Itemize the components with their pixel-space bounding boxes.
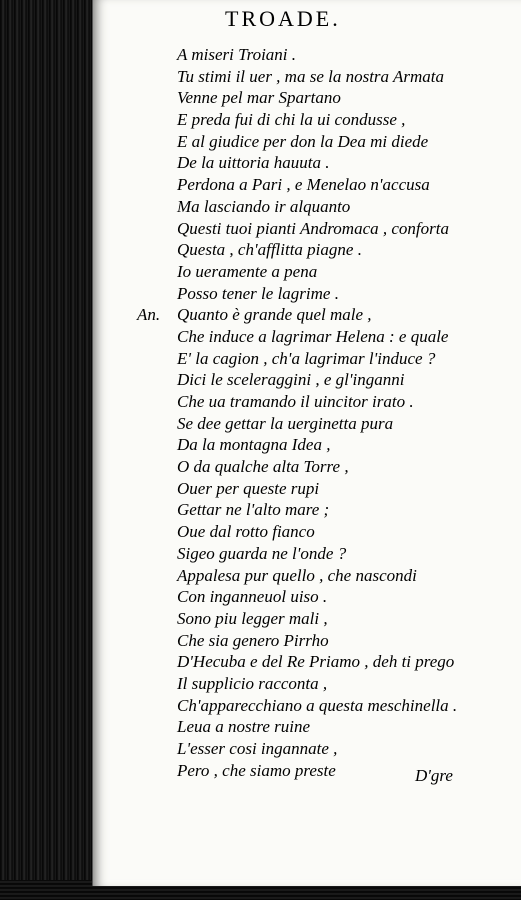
verse-line: Da la montagna Idea , bbox=[177, 435, 331, 455]
verse-line-text: Quanto è grande quel male , bbox=[177, 305, 372, 325]
verse-line: Ouer per queste rupi bbox=[177, 478, 320, 498]
verse-line: Che sia genero Pirrho bbox=[177, 630, 329, 650]
verse-line: A miseri Troiani . bbox=[177, 45, 297, 64]
verse-line: Posso tener le lagrime . bbox=[177, 283, 339, 303]
running-head: TROADE. bbox=[225, 6, 341, 31]
verse-line: D'Hecuba e del Re Priamo , deh ti prego bbox=[177, 652, 455, 672]
verse-text bbox=[137, 44, 458, 781]
verse-line: Ma lasciando ir alquanto bbox=[177, 196, 351, 216]
verse-line: E preda fui di chi la ui condusse , bbox=[177, 110, 406, 130]
book-page bbox=[92, 0, 521, 886]
verse-line: Perdona a Pari , e Menelao n'accusa bbox=[177, 175, 430, 195]
verse-line: Sigeo guarda ne l'onde ? bbox=[177, 543, 347, 563]
verse-line: Tu stimi il uer , ma se la nostra Armata bbox=[177, 66, 444, 86]
verse-line: Questi tuoi pianti Andromaca , conforta bbox=[177, 218, 449, 238]
verse-line: Ch'apparecchiano a questa meschinella . bbox=[177, 695, 458, 715]
book-gutter bbox=[0, 0, 98, 900]
verse-line-with-speaker bbox=[137, 304, 457, 326]
verse-line: Sono piu legger mali , bbox=[177, 608, 328, 628]
verse-line: Leua a nostre ruine bbox=[177, 717, 311, 737]
verse-line: Che ua tramando il uincitor irato . bbox=[177, 392, 414, 411]
verse-line: Appalesa pur quello , che nascondi bbox=[177, 565, 417, 585]
verse-line: Gettar ne l'alto mare ; bbox=[177, 500, 330, 520]
verse-line: E al giudice per don la Dea mi diede bbox=[177, 131, 429, 151]
verse-line: E' la cagion , ch'a lagrimar l'induce ? bbox=[177, 348, 436, 368]
verse-line: Il supplicio racconta , bbox=[177, 673, 328, 693]
verse-line: Se dee gettar la uerginetta pura bbox=[177, 413, 394, 433]
speaker-label: An. bbox=[137, 305, 161, 325]
verse-line: Con inganneuol uiso . bbox=[177, 587, 328, 607]
verse-line: Pero , che siamo preste bbox=[177, 760, 336, 780]
verse-line: Venne pel mar Spartano bbox=[177, 88, 341, 108]
catchword: D'gre bbox=[415, 766, 453, 785]
verse-line: De la uittoria hauuta . bbox=[177, 153, 330, 173]
verse-line: Che induce a lagrimar Helena : e quale bbox=[177, 326, 449, 346]
verse-line: Dici le sceleraggini , e gl'inganni bbox=[177, 370, 405, 390]
verse-line: Oue dal rotto fianco bbox=[177, 522, 315, 542]
verse-line: Questa , ch'afflitta piagne . bbox=[177, 240, 362, 260]
verse-line: Io ueramente a pena bbox=[177, 261, 318, 281]
verse-line: O da qualche alta Torre , bbox=[177, 457, 349, 477]
verse-line: L'esser cosi ingannate , bbox=[177, 739, 338, 758]
